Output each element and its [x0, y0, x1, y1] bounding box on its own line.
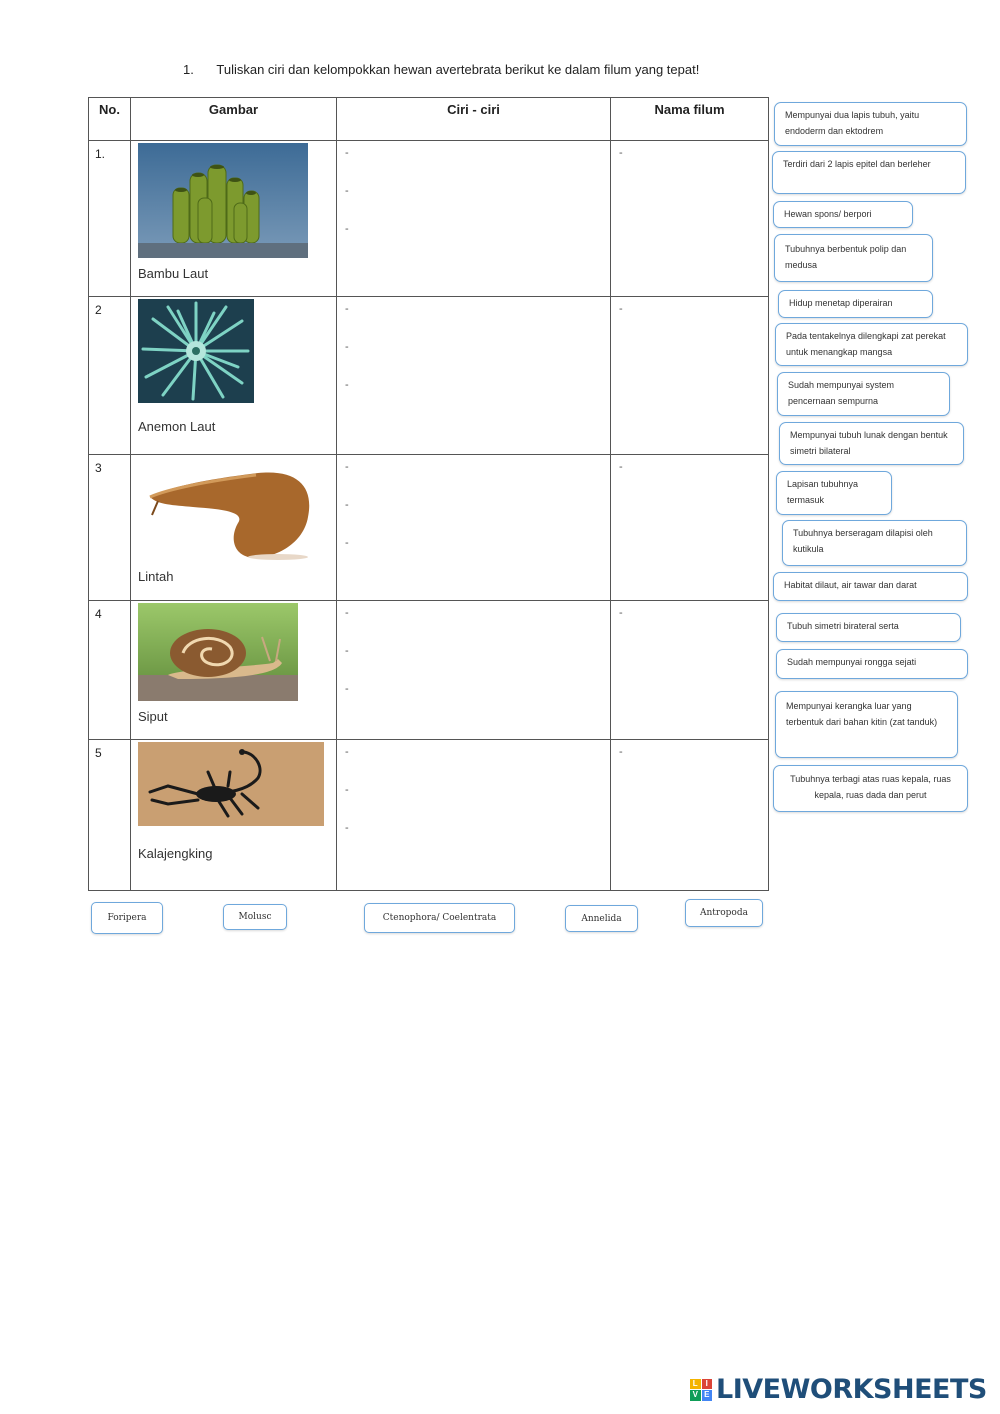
phylum-chip[interactable]: Annelida [565, 905, 638, 932]
trait-card[interactable]: Sudah mempunyai system pencernaan sempurna [777, 372, 950, 416]
tube-sponge-image [138, 143, 308, 258]
row-number: 3 [89, 455, 131, 601]
table-row [89, 455, 769, 601]
trait-card[interactable]: Hewan spons/ berpori [773, 201, 913, 228]
filum-cell[interactable] [611, 297, 769, 455]
table-row [89, 141, 769, 297]
scorpion-image [138, 742, 324, 826]
ciri-cell[interactable] [337, 297, 611, 455]
dash: - [345, 185, 349, 197]
trait-card[interactable]: Tubuhnya berseragam dilapisi oleh kutikula [782, 520, 967, 566]
dash: - [345, 379, 349, 391]
filum-cell[interactable] [611, 601, 769, 740]
phylum-chip[interactable]: Antropoda [685, 899, 763, 927]
trait-card[interactable]: Sudah mempunyai rongga sejati [776, 649, 968, 679]
trait-card[interactable]: Pada tentakelnya dilengkapi zat perekat untuk menangkap mangsa [775, 323, 968, 366]
dash: - [345, 499, 349, 511]
table-row [89, 601, 769, 740]
trait-card[interactable]: Mempunyai dua lapis tubuh, yaitu endoderm dan ektodrem [774, 102, 967, 146]
filum-cell[interactable] [611, 455, 769, 601]
dash: - [345, 223, 349, 235]
dash: - [345, 784, 349, 796]
trait-card[interactable]: Hidup menetap diperairan [778, 290, 933, 318]
animal-name: Lintah [138, 569, 174, 584]
phylum-chip[interactable]: Ctenophora/ Coelentrata [364, 903, 515, 933]
table-row [89, 297, 769, 455]
header-gambar: Gambar [131, 98, 337, 141]
dash: - [345, 461, 349, 473]
table-header-row [89, 98, 769, 141]
brand-name: LIVEWORKSHEETS [716, 1374, 987, 1405]
row-number: 1. [89, 141, 131, 297]
dash: - [619, 147, 623, 159]
dash: - [345, 303, 349, 315]
animal-name: Anemon Laut [138, 419, 216, 434]
leech-image [138, 457, 316, 561]
dash: - [619, 607, 623, 619]
phylum-chip[interactable]: Molusc [223, 904, 287, 930]
dash: - [619, 746, 623, 758]
ciri-cell[interactable] [337, 141, 611, 297]
row-number: 4 [89, 601, 131, 740]
dash: - [345, 607, 349, 619]
dash: - [345, 645, 349, 657]
dash: - [345, 746, 349, 758]
instruction-number: 1. [183, 62, 194, 77]
row-number: 5 [89, 740, 131, 891]
trait-card[interactable]: Tubuh simetri birateral serta [776, 613, 961, 642]
liveworksheets-logo-icon: L I V E [690, 1379, 712, 1401]
trait-card[interactable]: Tubuhnya berbentuk polip dan medusa [774, 234, 933, 282]
dash: - [345, 822, 349, 834]
dash: - [345, 341, 349, 353]
animal-name: Kalajengking [138, 846, 213, 861]
header-filum: Nama filum [611, 98, 769, 141]
trait-card[interactable]: Lapisan tubuhnya termasuk [776, 471, 892, 515]
phylum-chip[interactable]: Foripera [91, 902, 163, 934]
dash: - [345, 147, 349, 159]
dash: - [345, 537, 349, 549]
header-no: No. [89, 98, 131, 141]
ciri-cell[interactable] [337, 601, 611, 740]
snail-image [138, 603, 298, 701]
instruction-text: Tuliskan ciri dan kelompokkan hewan avertebrata berikut ke dalam filum yang tepat! [216, 62, 700, 77]
dash: - [619, 303, 623, 315]
trait-card[interactable]: Habitat dilaut, air tawar dan darat [773, 572, 968, 601]
sea-anemone-image [138, 299, 254, 403]
animal-name: Bambu Laut [138, 266, 209, 281]
animal-name: Siput [138, 709, 168, 724]
filum-cell[interactable] [611, 141, 769, 297]
dash: - [345, 683, 349, 695]
header-ciri: Ciri - ciri [337, 98, 611, 141]
trait-card[interactable]: Tubuhnya terbagi atas ruas kepala, ruas kepala, ruas dada dan perut [773, 765, 968, 812]
table-row [89, 740, 769, 891]
trait-card[interactable]: Terdiri dari 2 lapis epitel dan berleher [772, 151, 966, 194]
trait-card[interactable]: Mempunyai tubuh lunak dengan bentuk simetri bilateral [779, 422, 964, 465]
row-number: 2 [89, 297, 131, 455]
ciri-cell[interactable] [337, 455, 611, 601]
instruction [183, 62, 699, 77]
ciri-cell[interactable] [337, 740, 611, 891]
liveworksheets-logo [690, 1374, 987, 1405]
filum-cell[interactable] [611, 740, 769, 891]
dash: - [619, 461, 623, 473]
trait-card[interactable]: Mempunyai kerangka luar yang terbentuk dari bahan kitin (zat tanduk) [775, 691, 958, 758]
worksheet-table [88, 97, 769, 891]
